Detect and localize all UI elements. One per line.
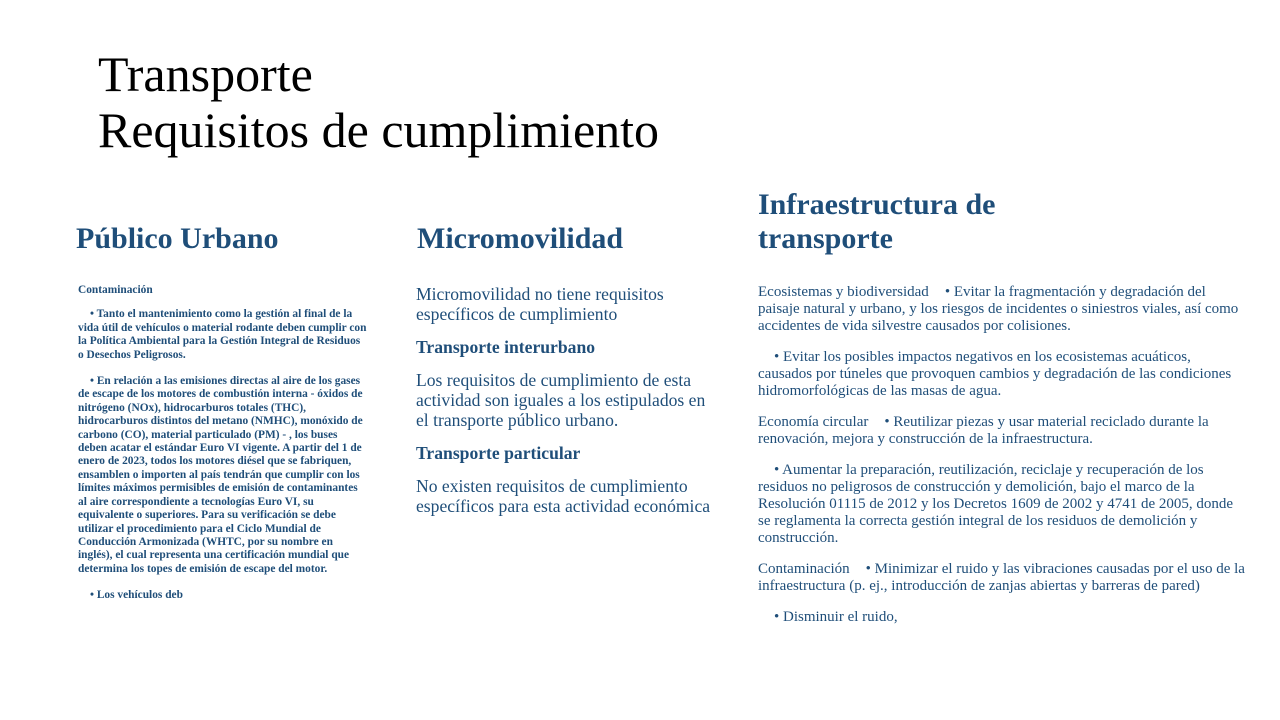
micromovilidad-body (416, 284, 716, 516)
ecosistemas-text: • Evitar la fragmentación y degradación del paisaje natural y urbano, y los riesgos de incidentes o siniestros viales, así como accidentes de vida silvestre causados por colisiones. (758, 284, 1239, 334)
slide-title-line1: Transporte (98, 46, 313, 102)
contaminacion-paragraph-2: • Disminuir el ruido, (774, 609, 898, 625)
economia-label: Economía circular (758, 414, 869, 430)
ecosistemas-paragraph (758, 284, 1248, 335)
infraestructura-body (758, 284, 1248, 640)
ecosistemas-label: Ecosistemas y biodiversidad (758, 284, 929, 300)
ecosistemas-paragraph-2: • Evitar los posibles impactos negativos en los ecosistemas acuáticos, causados por túneles que provoquen cambios y degradación de las condiciones hidromorfológicas de las masas de agua. (758, 349, 1232, 399)
slide-title (98, 46, 659, 158)
economia-paragraph (758, 414, 1248, 448)
contaminacion-text: • Minimizar el ruido y las vibraciones causadas por el uso de la infraestructura (p. ej., introducción de zanjas abiertas y barreras de pared) (758, 561, 1245, 594)
transporte-interurbano-text: Los requisitos de cumplimiento de esta actividad son iguales a los estipulados en el transporte público urbano. (416, 370, 706, 430)
transporte-particular-heading: Transporte particular (416, 443, 581, 463)
contaminacion-label: Contaminación (758, 561, 850, 577)
infraestructura-heading-line2: transporte (758, 222, 893, 255)
transporte-particular-text: No existen requisitos de cumplimiento específicos para esta actividad económica (416, 476, 711, 516)
publico-urbano-paragraph: • En relación a las emisiones directas al aire de los gases de escape de los motores de combustión interna - óxidos de nitrógeno (NOx), hidrocarburos totales (THC), hidrocarburos distintos del metano (NMHC), monóxido de carbono (CO), material particulado (PM) - , los buses deben acatar el estándar Euro VI vigente. A partir del 1 de enero de 2023, todos los motores diésel que se fabriquen, ensamblen o importen al país tendrán que cumplir con los límites máximos permisibles de emisión de contaminantes al aire correspondiente a tecnologías Euro VI, su equivalente o superiores. Para su verificación se debe utilizar el procedimiento para el Ciclo Mundial de Conducción Armonizada (WHTC, por su nombre en inglés), el cual representa una certificación mundial que determina los topes de emisión de escape del motor. (78, 375, 363, 575)
publico-urbano-paragraph: • Los vehículos deb (90, 589, 183, 602)
infraestructura-heading (758, 188, 995, 256)
publico-urbano-heading: Público Urbano (76, 222, 279, 255)
slide-title-line2: Requisitos de cumplimiento (98, 102, 660, 158)
publico-urbano-body (78, 284, 368, 616)
economia-text: • Reutilizar piezas y usar material reciclado durante la renovación, mejora y construcción de la infraestructura. (758, 414, 1209, 447)
micromovilidad-heading: Micromovilidad (417, 222, 624, 255)
economia-paragraph-2: • Aumentar la preparación, reutilización, reciclaje y recuperación de los residuos no peligrosos de construcción y demolición, bajo el marco de la Resolución 01115 de 2012 y los Decretos 1609 de 2002 y 4741 de 2005, donde se reglamenta la correcta gestión integral de los residuos de demolición y construcción. (758, 462, 1234, 546)
micromovilidad-intro: Micromovilidad no tiene requisitos específicos de cumplimiento (416, 284, 664, 324)
infraestructura-heading-line1: Infraestructura de (758, 188, 996, 221)
publico-urbano-paragraph: • Tanto el mantenimiento como la gestión al final de la vida útil de vehículos o material rodante deben cumplir con la Política Ambiental para la Gestión Integral de Residuos o Desechos Peligrosos. (78, 308, 367, 361)
transporte-interurbano-heading: Transporte interurbano (416, 337, 596, 357)
publico-urbano-label: Contaminación (78, 284, 153, 296)
contaminacion-paragraph (758, 561, 1248, 595)
